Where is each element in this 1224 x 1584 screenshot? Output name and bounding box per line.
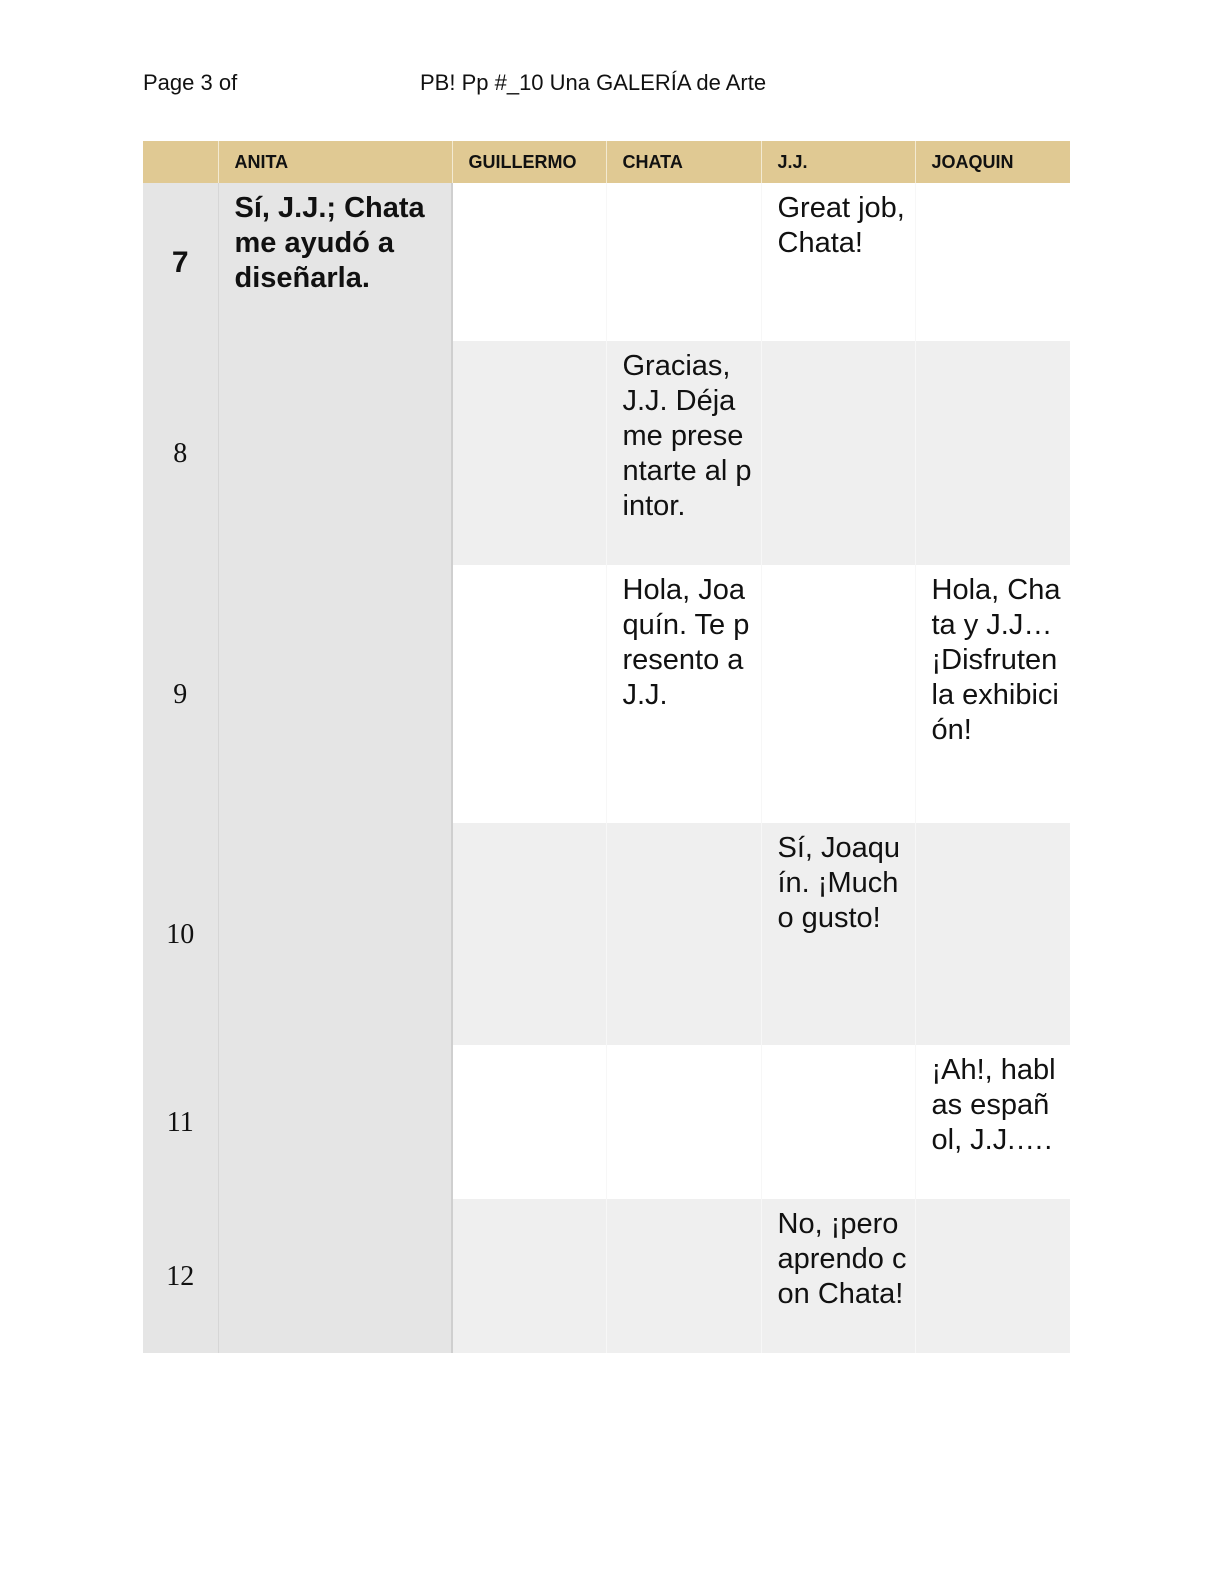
guillermo-line: [452, 565, 606, 823]
table-row: [143, 565, 1070, 823]
anita-line: [218, 823, 452, 1045]
chata-line: [606, 1199, 761, 1353]
column-header-line: [143, 141, 218, 183]
line-number: 9: [143, 565, 218, 823]
line-number: 8: [143, 341, 218, 565]
table-header-row: [143, 141, 1070, 183]
table-row: [143, 823, 1070, 1045]
document-title: PB! Pp #_10 Una GALERÍA de Arte: [420, 70, 767, 95]
column-header-joaquin: JOAQUIN: [915, 141, 1070, 183]
guillermo-line: [452, 1045, 606, 1199]
anita-line: [218, 341, 452, 565]
jj-line: Great job, Chata!: [761, 183, 915, 341]
jj-line: [761, 341, 915, 565]
chata-line: [606, 1045, 761, 1199]
column-header-anita: ANITA: [218, 141, 452, 183]
script-table: [143, 141, 1070, 1353]
line-number: 11: [143, 1045, 218, 1199]
joaquin-line: [915, 183, 1070, 341]
page-header: [143, 70, 1070, 102]
column-header-jj: J.J.: [761, 141, 915, 183]
joaquin-line: Hola, Chata y J.J… ¡Disfruten la exhibición!: [915, 565, 1070, 823]
guillermo-line: [452, 183, 606, 341]
chata-line: Hola, Joaquín. Te presento a J.J.: [606, 565, 761, 823]
column-header-chata: CHATA: [606, 141, 761, 183]
anita-line: Sí, J.J.; Chata me ayudó a diseñarla.: [218, 183, 452, 341]
table-row: [143, 183, 1070, 341]
column-header-guillermo: GUILLERMO: [452, 141, 606, 183]
guillermo-line: [452, 341, 606, 565]
chata-line: [606, 183, 761, 341]
chata-line: Gracias, J.J. Déjame presentarte al pintor.: [606, 341, 761, 565]
jj-line: [761, 1045, 915, 1199]
anita-line: [218, 1199, 452, 1353]
guillermo-line: [452, 1199, 606, 1353]
joaquin-line: ¡Ah!, hablas español, J.J.….: [915, 1045, 1070, 1199]
jj-line: [761, 565, 915, 823]
jj-line: No, ¡pero aprendo con Chata!: [761, 1199, 915, 1353]
table-row: [143, 1199, 1070, 1353]
joaquin-line: [915, 341, 1070, 565]
chata-line: [606, 823, 761, 1045]
line-number: 12: [143, 1199, 218, 1353]
joaquin-line: [915, 823, 1070, 1045]
page-number: Page 3 of: [143, 70, 238, 95]
jj-line: Sí, Joaquín. ¡Mucho gusto!: [761, 823, 915, 1045]
table-row: [143, 1045, 1070, 1199]
guillermo-line: [452, 823, 606, 1045]
line-number: 7: [143, 183, 218, 341]
anita-line: [218, 1045, 452, 1199]
joaquin-line: [915, 1199, 1070, 1353]
anita-line: [218, 565, 452, 823]
line-number: 10: [143, 823, 218, 1045]
table-row: [143, 341, 1070, 565]
